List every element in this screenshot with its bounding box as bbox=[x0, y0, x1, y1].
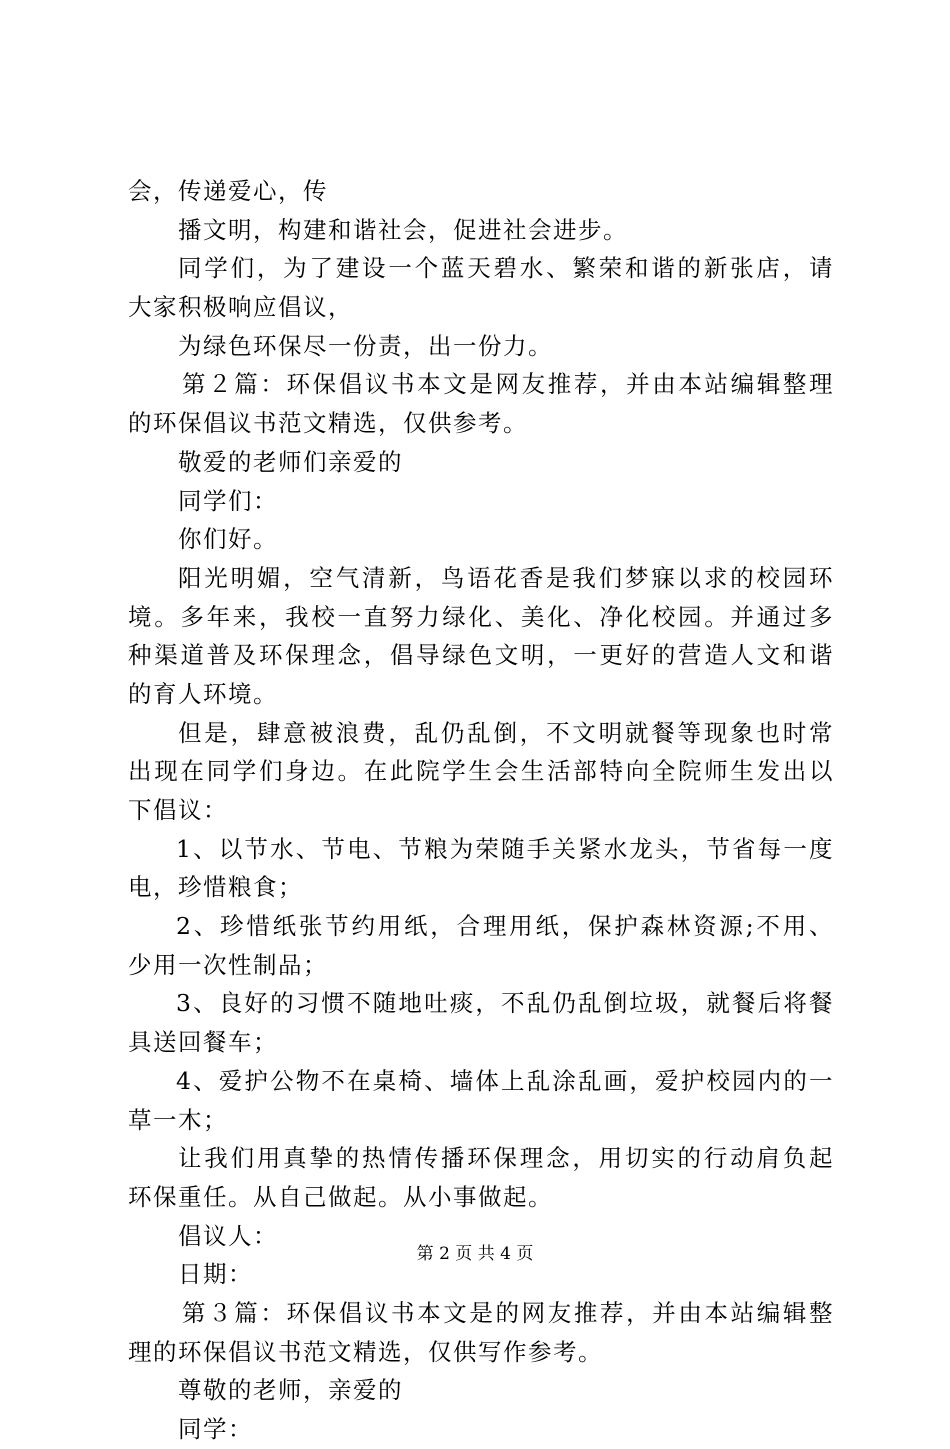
text-line: 1、以节水、节电、节粮为荣随手关紧水龙头，节省每一度 bbox=[176, 834, 834, 863]
text-line: 让我们用真挚的热情传播环保理念，用切实的行动肩负起 bbox=[178, 1144, 834, 1173]
text-line: 下倡议： bbox=[128, 796, 228, 824]
text-line: 第２篇：环保倡议书本文是网友推荐，并由本站编辑整理 bbox=[182, 370, 834, 399]
text-line: 你们好。 bbox=[178, 525, 278, 554]
text-line: 第３篇：环保倡议书本文是的网友推荐，并由本站编辑整 bbox=[182, 1298, 834, 1327]
text-line: 种渠道普及环保理念，倡导绿色文明，一更好的营造人文和谐 bbox=[128, 641, 834, 670]
text-line: 少用一次性制品； bbox=[128, 950, 328, 979]
text-line: 阳光明媚，空气清新，鸟语花香是我们梦寐以求的校园环 bbox=[178, 563, 834, 592]
text-line: 草一木； bbox=[128, 1105, 228, 1134]
text-line: 敬爱的老师们亲爱的 bbox=[178, 447, 403, 476]
text-line: 为绿色环保尽一份责，出一份力。 bbox=[178, 331, 553, 360]
text-line: 倡议人： bbox=[178, 1221, 278, 1250]
text-line: 的育人环境。 bbox=[128, 679, 278, 708]
text-line: 3、良好的习惯不随地吐痰，不乱仍乱倒垃圾，就餐后将餐 bbox=[176, 989, 834, 1018]
text-line: 同学们，为了建设一个蓝天碧水、繁荣和谐的新张店，请 bbox=[178, 254, 834, 283]
text-line: 会，传递爱心，传 bbox=[128, 177, 328, 205]
text-line: 同学们： bbox=[178, 486, 278, 515]
text-line: 出现在同学们身边。在此院学生会生活部特向全院师生发出以 bbox=[128, 757, 834, 786]
text-line: 电，珍惜粮食； bbox=[128, 873, 303, 902]
text-line: 2、珍惜纸张节约用纸，合理用纸，保护森林资源;不用、 bbox=[176, 912, 834, 941]
text-line: 境。多年来，我校一直努力绿化、美化、净化校园。并通过多 bbox=[128, 602, 834, 631]
text-line: 同学： bbox=[178, 1415, 253, 1443]
page-footer bbox=[0, 1243, 950, 1265]
text-line: 但是，肆意被浪费，乱仍乱倒，不文明就餐等现象也时常 bbox=[178, 718, 834, 747]
text-line: 尊敬的老师，亲爱的 bbox=[178, 1376, 403, 1405]
text-line: 理的环保倡议书范文精选，仅供写作参考。 bbox=[128, 1337, 603, 1366]
text-line: 环保重任。从自己做起。从小事做起。 bbox=[128, 1182, 553, 1211]
page-number-label: 第 2 页 共 4 页 bbox=[416, 1244, 534, 1264]
text-line: 日期： bbox=[178, 1260, 253, 1289]
text-line: 4、爱护公物不在桌椅、墙体上乱涂乱画，爱护校园内的一 bbox=[176, 1066, 834, 1095]
text-line: 的环保倡议书范文精选，仅供参考。 bbox=[128, 409, 528, 438]
text-line: 大家积极响应倡议， bbox=[128, 293, 353, 322]
text-line: 具送回餐车； bbox=[128, 1028, 278, 1057]
text-line: 播文明，构建和谐社会，促进社会进步。 bbox=[178, 215, 628, 244]
